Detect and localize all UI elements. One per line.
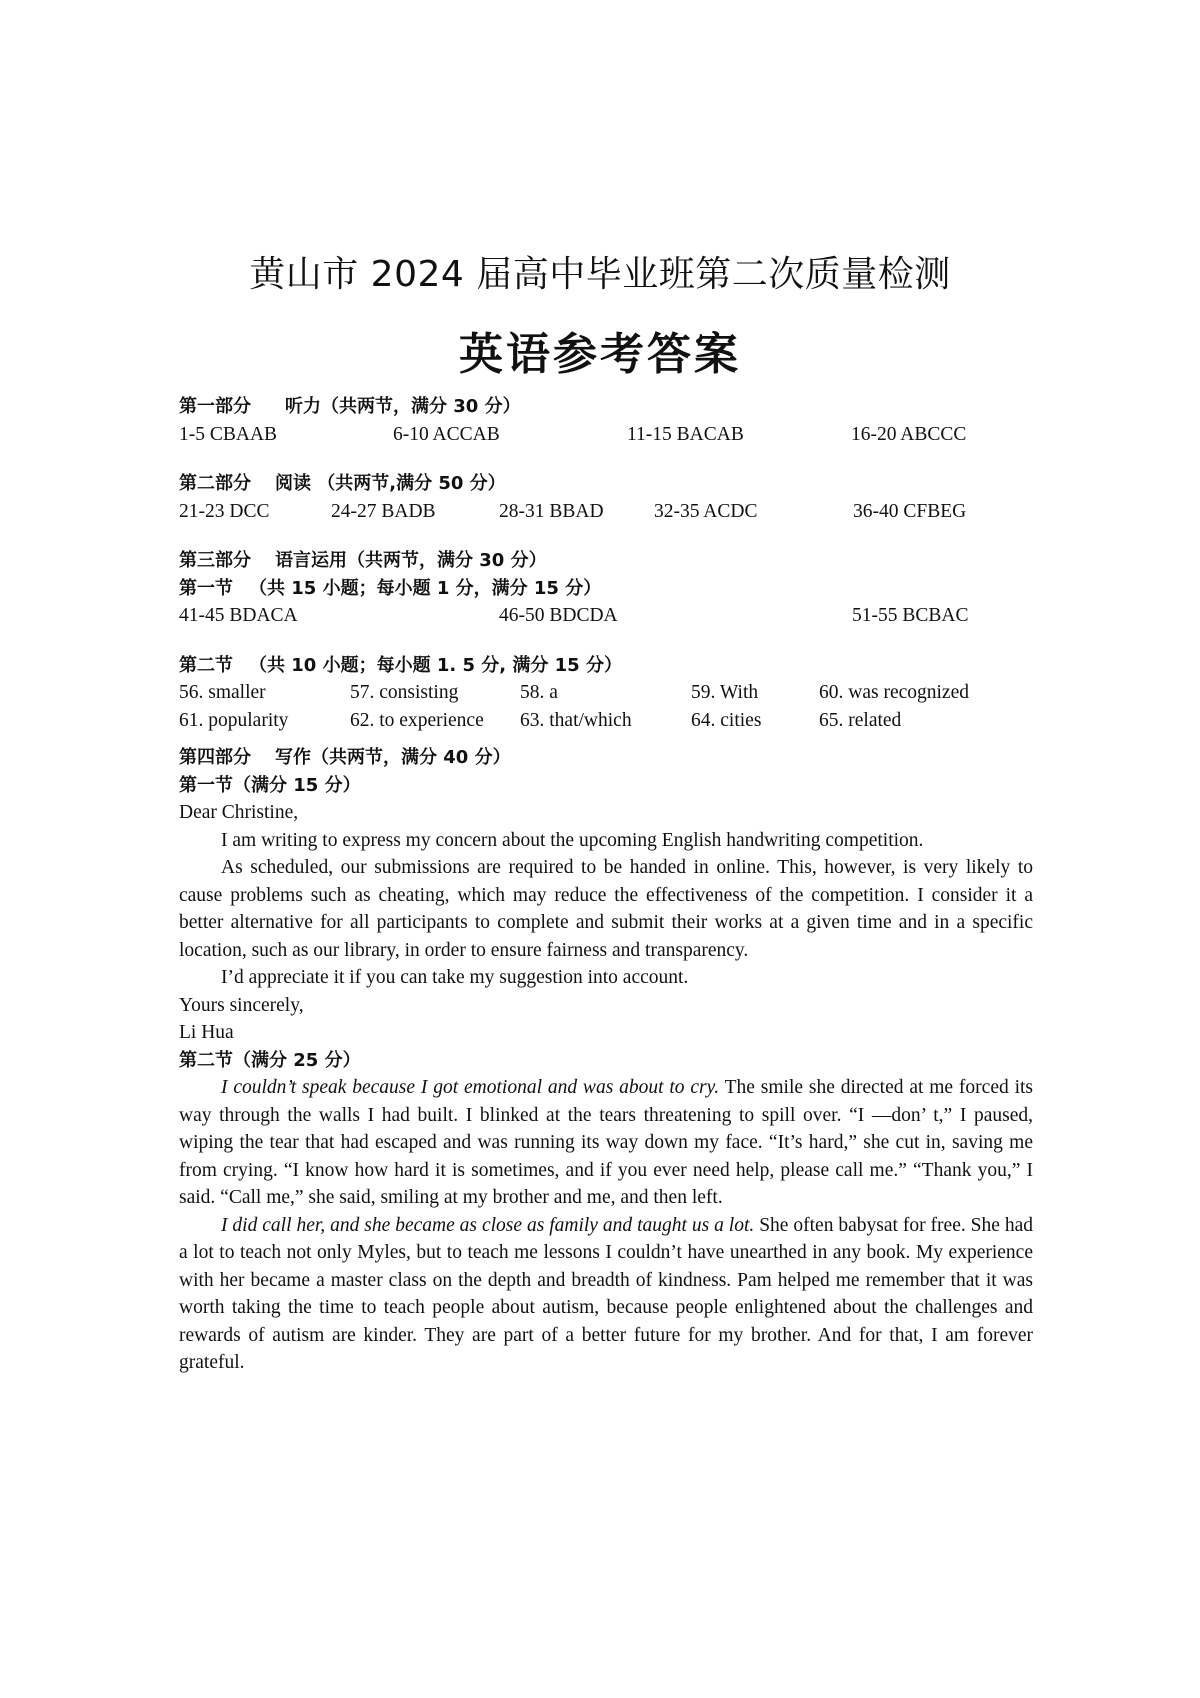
blank-answer: 60. was recognized <box>819 682 969 703</box>
letter-closing: Yours sincerely, <box>179 994 304 1016</box>
part2-answers <box>179 498 1033 526</box>
answer-group: 24-27 BADB <box>331 500 436 522</box>
part1-heading <box>179 393 1033 421</box>
blank-answer: 58. a <box>520 682 558 703</box>
part3-heading <box>179 547 1033 575</box>
part3-section2-row1 <box>179 679 1033 707</box>
answer-group: 6-10 ACCAB <box>393 423 500 445</box>
sample-story <box>179 1074 1033 1377</box>
story-paragraph <box>179 1074 1033 1212</box>
blank-answer: 56. smaller <box>179 682 266 703</box>
exam-title: 黄山市 2024 届高中毕业班第二次质量检测 <box>249 254 951 295</box>
story-lead-sentence: I couldn’t speak because I got emotional and was about to cry. <box>221 1077 720 1098</box>
section-label: 第二节 <box>179 654 233 676</box>
part3-heading-label: 第三部分 <box>179 550 251 571</box>
part1-heading-desc: 听力（共两节，满分 30 分） <box>285 396 521 417</box>
section-desc: （共 10 小题；每小题 1. 5 分, 满分 15 分） <box>249 654 622 676</box>
part4-heading <box>179 744 1033 772</box>
story-text: The smile she directed at me forced its way through the walls I had built. I blinked at the tears threatening to spill over. “I —don’ t,” I paused, wiping the tear that had escaped and was running its way down my face. “It’s hard,” she cut in, saving me from crying. “I know how hard it is sometimes, and if you ever need help, please call me.” “Thank you,” I said. “Call me,” she said, smiling at my brother and me, and then left. <box>179 1077 1033 1208</box>
letter-paragraph: I’d appreciate it if you can take my suggestion into account. <box>221 967 689 988</box>
part3-heading-desc: 语言运用（共两节，满分 30 分） <box>275 550 547 571</box>
section-desc: （共 15 小题；每小题 1 分，满分 15 分） <box>249 577 602 599</box>
part3-section2-heading <box>179 652 1033 680</box>
answer-key-title: 英语参考答案 <box>459 329 741 380</box>
blank-answer: 63. that/which <box>520 709 632 731</box>
part3-section1-answers <box>179 602 1033 630</box>
story-lead-sentence: I did call her, and she became as close as family and taught us a lot. <box>221 1214 755 1236</box>
part4-heading-label: 第四部分 <box>179 747 251 768</box>
part2-heading <box>179 470 1033 498</box>
blank-answer: 57. consisting <box>350 682 459 703</box>
sample-letter <box>179 799 1033 1047</box>
letter-greeting: Dear Christine, <box>179 802 299 823</box>
part1-heading-label: 第一部分 <box>179 396 251 417</box>
part3-section2-row2 <box>179 707 1033 735</box>
letter-paragraph: I am writing to express my concern about the upcoming English handwriting competition. <box>221 829 924 851</box>
answer-group: 16-20 ABCCC <box>851 423 967 445</box>
blank-answer: 64. cities <box>691 709 762 731</box>
answer-group: 36-40 CFBEG <box>853 500 967 522</box>
answer-group: 1-5 CBAAB <box>179 423 278 445</box>
blank-answer: 59. With <box>691 682 759 703</box>
answer-group: 46-50 BDCDA <box>499 605 618 626</box>
blank-answer: 65. related <box>819 709 902 731</box>
letter-signature: Li Hua <box>179 1022 234 1043</box>
answer-group: 21-23 DCC <box>179 500 270 522</box>
blank-answer: 61. popularity <box>179 709 289 731</box>
part4-section2-heading: 第二节（满分 25 分） <box>179 1049 361 1071</box>
letter-paragraph: As scheduled, our submissions are required to be handed in online. This, however, is very likely to cause problems such as cheating, which may reduce the effectiveness of the competition. I consider it a better alternative for all participants to complete and submit their works at a given time and in a specific location, such as our library, in order to ensure fairness and transparency. <box>179 857 1033 961</box>
part4-heading-desc: 写作（共两节，满分 40 分） <box>275 747 511 768</box>
answer-group: 32-35 ACDC <box>654 500 758 522</box>
answer-group: 51-55 BCBAC <box>852 605 969 626</box>
answer-group: 28-31 BBAD <box>499 500 604 522</box>
answer-group: 41-45 BDACA <box>179 605 298 626</box>
part2-heading-desc: 阅读 （共两节,满分 50 分） <box>275 473 506 494</box>
story-paragraph <box>179 1212 1033 1377</box>
story-text: She often babysat for free. She had a lot to teach not only Myles, but to teach me lessons I couldn’t have unearthed in any book. My experience with her became a master class on the depth and breadth of kindness. Pam helped me remember that it was worth taking the time to teach people about autism, because people enlightened about the challenges and rewards of autism are kinder. They are part of a better future for my brother. And for that, I am forever grateful. <box>179 1214 1033 1373</box>
section-label: 第一节 <box>179 577 233 599</box>
part1-answers <box>179 421 1033 449</box>
answer-group: 11-15 BACAB <box>627 423 744 445</box>
part3-section1-heading <box>179 575 1033 603</box>
part2-heading-label: 第二部分 <box>179 473 251 494</box>
answer-content <box>179 393 1033 1377</box>
blank-answer: 62. to experience <box>350 709 484 731</box>
part4-section1-heading: 第一节（满分 15 分） <box>179 774 361 796</box>
